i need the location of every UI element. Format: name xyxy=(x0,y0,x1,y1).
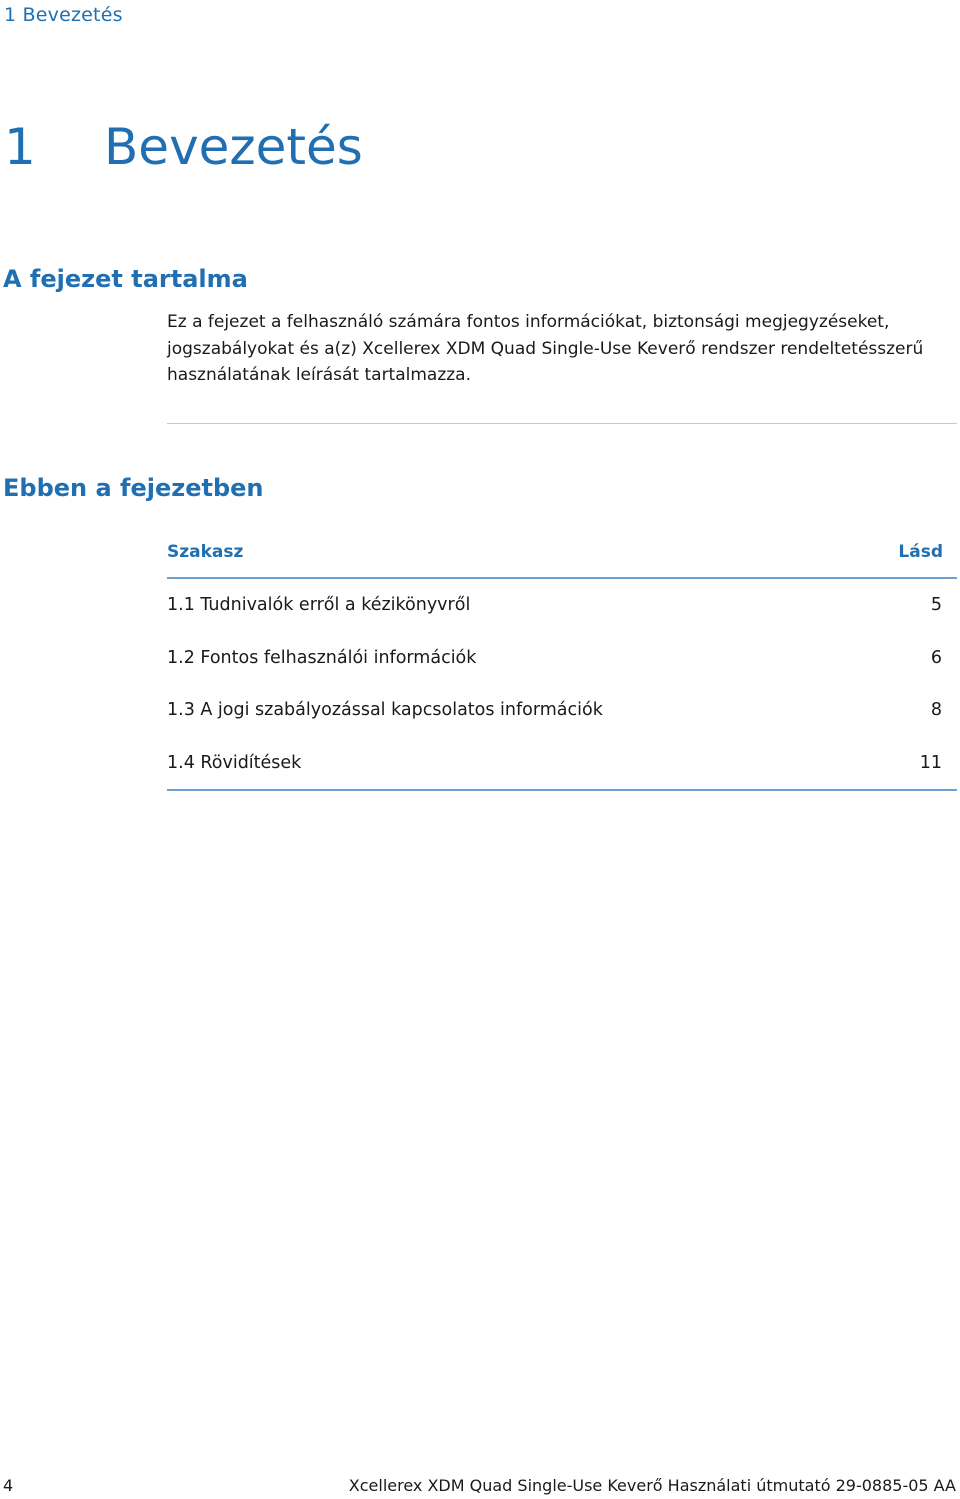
toc-row[interactable] xyxy=(167,684,957,737)
chapter-title xyxy=(4,118,363,176)
toc-list xyxy=(167,579,957,789)
toc-row[interactable] xyxy=(167,737,957,790)
footer-page-number: 4 xyxy=(3,1476,14,1495)
chapter-number: 1 xyxy=(4,118,36,176)
toc-bottom-rule xyxy=(167,789,957,791)
running-header: 1 Bevezetés xyxy=(4,4,123,26)
intro-paragraph: Ez a fejezet a felhasználó számára fontos információkat, biztonsági megjegyzéseket, jogszabályokat és a(z) Xcellerex XDM Quad Single-Use Keverő rendszer rendeltetésszerű használatának leírását tartalmazza. xyxy=(167,312,924,385)
toc-row[interactable] xyxy=(167,579,957,632)
contents-heading: A fejezet tartalma xyxy=(3,265,248,293)
in-chapter-heading: Ebben a fejezetben xyxy=(3,474,264,502)
chapter-toc-table xyxy=(167,537,957,791)
toc-row-page[interactable]: 6 xyxy=(930,647,942,668)
toc-row-page[interactable]: 5 xyxy=(930,595,942,615)
toc-header-row xyxy=(167,537,957,579)
toc-row-section[interactable]: 1.4 Rövidítések xyxy=(167,752,302,773)
toc-row[interactable] xyxy=(167,632,957,685)
toc-row-section[interactable]: 1.1 Tudnivalók erről a kézikönyvről xyxy=(167,595,471,615)
toc-column-see: Lásd xyxy=(898,542,943,562)
toc-column-section: Szakasz xyxy=(167,542,244,562)
toc-row-section[interactable]: 1.2 Fontos felhasználói információk xyxy=(167,647,477,668)
footer-document-title: Xcellerex XDM Quad Single-Use Keverő Használati útmutató 29-0885-05 AA xyxy=(348,1476,956,1495)
section-divider xyxy=(167,423,957,424)
toc-row-page[interactable]: 11 xyxy=(919,752,942,773)
chapter-title-text: Bevezetés xyxy=(104,118,363,176)
toc-row-section[interactable]: 1.3 A jogi szabályozással kapcsolatos információk xyxy=(167,700,603,720)
toc-row-page[interactable]: 8 xyxy=(930,700,942,720)
